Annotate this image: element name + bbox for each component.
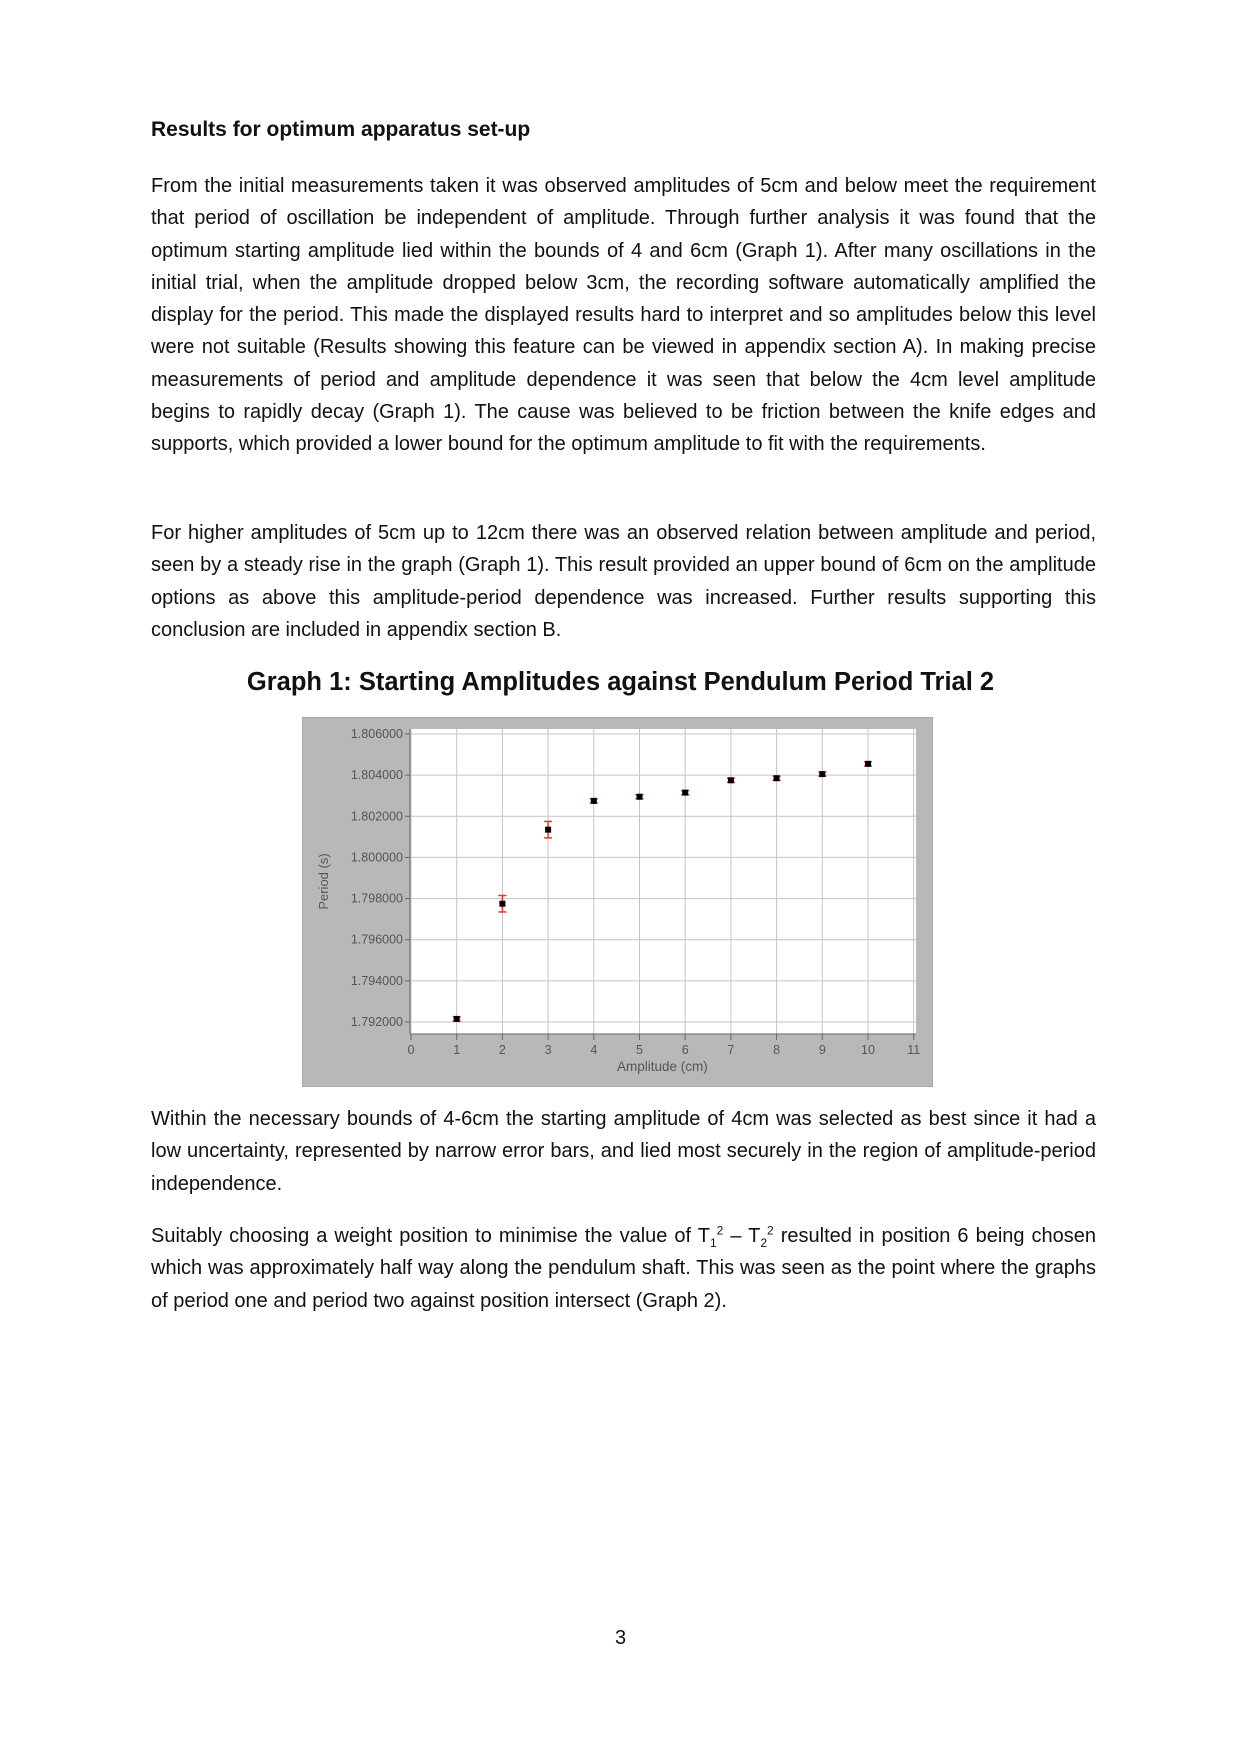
x-tick-label: 9 — [818, 1043, 826, 1057]
t2-superscript: 2 — [767, 1223, 774, 1238]
x-tick-label: 7 — [727, 1043, 735, 1057]
x-tick-label: 5 — [636, 1043, 643, 1057]
x-tick-label: 0 — [407, 1043, 415, 1057]
paragraph-3: Within the necessary bounds of 4-6cm the starting amplitude of 4cm was selected as best since it had a low uncertainty, represented by narrow error bars, and lied most securely in the region of amplitude-period independence. — [151, 1108, 1096, 1195]
p4-text-after: resulted in position 6 being chosen which was approximately half way along the pendulum shaft. This was seen as the point where the graphs of period one and period two against position intersect (Graph 2). — [151, 1225, 1097, 1312]
paragraph-2: For higher amplitudes of 5cm up to 12cm there was an observed relation between amplitude and period, seen by a steady rise in the graph (Graph 1). This result provided an upper bound of 6cm on the amplitude options as above this amplitude-period dependence was increased. Further results supporting this conclusion are included in appendix section B. — [151, 522, 1096, 641]
data-point — [591, 798, 597, 804]
paragraph-1: From the initial measurements taken it was observed amplitudes of 5cm and below meet the requirement that period of oscillation be independent of amplitude. Through further analysis it was found that the optimum starting amplitude lied within the bounds of 4 and 6cm (Graph 1). After many oscillations in the initial trial, when the amplitude dropped below 3cm, the recording software automatically amplified the display for the period. This made the displayed results hard to interpret and so amplitudes below this level were not suitable (Results showing this feature can be viewed in appendix section A). In making precise measurements of period and amplitude dependence it was seen that below the 4cm level amplitude begins to rapidly decay (Graph 1). The cause was believed to be friction between the knife edges and supports, which provided a lower bound for the optimum amplitude to fit with the requirements. — [151, 175, 1096, 456]
data-point — [819, 771, 825, 777]
data-point — [499, 901, 505, 907]
y-tick-label: 1.806000 — [350, 727, 403, 741]
x-tick-label: 10 — [861, 1043, 875, 1057]
chart-graph-1 — [302, 717, 933, 1087]
y-tick-label: 1.796000 — [350, 932, 403, 947]
data-point — [682, 790, 688, 796]
t1-subscript: 1 — [709, 1236, 717, 1250]
y-tick-label: 1.794000 — [350, 973, 403, 988]
p4-minus: – T — [723, 1225, 761, 1247]
p4-text-before: Suitably choosing a weight position to minimise the value of T — [151, 1225, 710, 1247]
y-tick-label: 1.800000 — [350, 850, 403, 865]
x-tick-label: 4 — [590, 1043, 598, 1057]
x-tick-label: 11 — [907, 1043, 921, 1057]
t2-subscript: 2 — [760, 1236, 768, 1250]
x-tick-label: 6 — [681, 1043, 689, 1057]
page-number: 3 — [614, 1627, 627, 1649]
graph-title: Graph 1: Starting Amplitudes against Pendulum Period Trial 2 — [246, 668, 995, 696]
data-point — [728, 777, 734, 783]
y-tick-label: 1.792000 — [350, 1015, 403, 1029]
x-tick-label: 1 — [453, 1043, 461, 1057]
y-tick-label: 1.798000 — [350, 891, 403, 906]
y-tick-label: 1.802000 — [350, 809, 403, 824]
x-axis-label: Amplitude (cm) — [616, 1059, 708, 1074]
t1-superscript: 2 — [716, 1223, 724, 1238]
x-tick-label: 3 — [544, 1043, 552, 1057]
data-point — [774, 775, 780, 781]
data-point — [865, 761, 871, 767]
x-tick-label: 2 — [498, 1043, 506, 1057]
y-tick-label: 1.804000 — [350, 768, 403, 783]
data-point — [454, 1016, 460, 1022]
y-axis-label: Period (s) — [316, 853, 331, 910]
data-point — [545, 827, 551, 833]
data-point — [637, 794, 643, 800]
x-tick-label: 8 — [773, 1043, 781, 1057]
section-heading: Results for optimum apparatus set-up — [151, 118, 531, 141]
paragraph-4 — [151, 1220, 1096, 1317]
